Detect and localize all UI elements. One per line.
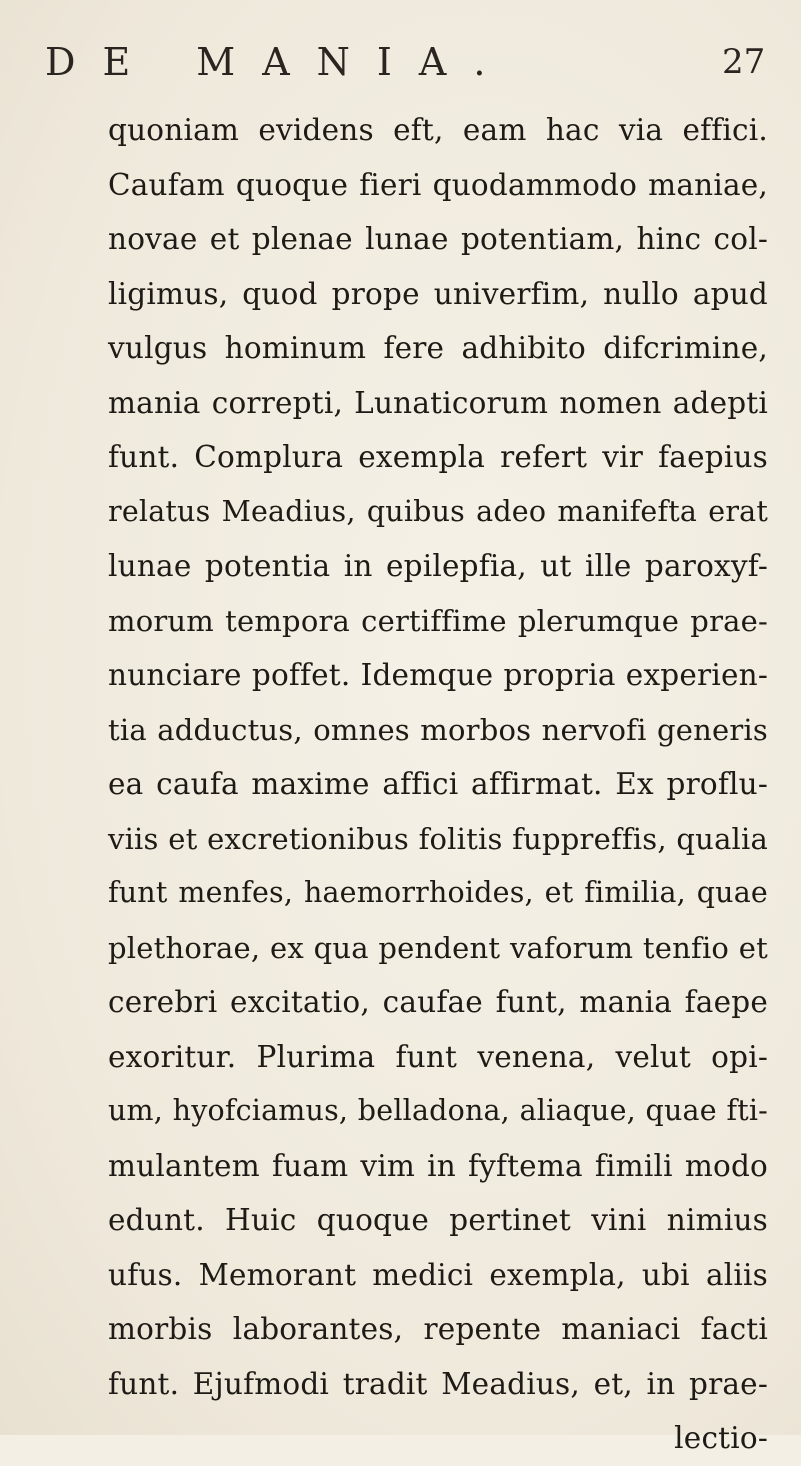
catchword: lectio- (674, 1421, 768, 1455)
text-line: um, hyofciamus, belladona, aliaque, quae fti- (108, 1094, 768, 1127)
text-line: mulantem fuam vim in fyftema fimili modo (108, 1148, 768, 1183)
text-line: funt menfes, haemorrhoides, et fimilia, quae (108, 876, 768, 909)
text-line: cerebri excitatio, caufae funt, mania faepe (108, 985, 768, 1019)
text-line: ea caufa maxime affici affirmat. Ex proflu- (108, 767, 768, 801)
text-line: relatus Meadius, quibus adeo manifefta erat (108, 494, 768, 528)
text-line: nunciare poffet. Idemque propria experien- (108, 658, 768, 692)
running-head-title: DE MANIA. (45, 40, 513, 84)
text-line: morum tempora certiffime plerumque prae- (108, 603, 768, 638)
text-line: exoritur. Plurima funt venena, velut opi- (108, 1039, 768, 1074)
text-line: mania correpti, Lunaticorum nomen adepti (108, 385, 768, 420)
text-line: edunt. Huic quoque pertinet vini nimius (108, 1203, 768, 1237)
text-line: plethorae, ex qua pendent vaforum tenfio et (108, 930, 768, 965)
page-number: 27 (722, 42, 766, 82)
text-line: morbis laborantes, repente maniaci facti (108, 1312, 768, 1346)
text-line: vulgus hominum fere adhibito difcrimine, (108, 331, 768, 365)
body-text (108, 103, 768, 1466)
text-line: quoniam evidens eft, eam hac via effici. (108, 113, 768, 147)
text-line: ufus. Memorant medici exempla, ubi aliis (108, 1257, 768, 1292)
text-line: funt. Ejufmodi tradit Meadius, et, in prae- (108, 1366, 768, 1401)
text-line: novae et plenae lunae potentiam, hinc col- (108, 222, 768, 256)
text-line: Caufam quoque fieri quodammodo maniae, (108, 167, 768, 202)
text-line: ligimus, quod prope univerfim, nullo apud (108, 276, 768, 311)
text-line: tia adductus, omnes morbos nervofi generis (108, 712, 768, 747)
text-line: lunae potentia in epilepfia, ut ille paroxyf- (108, 549, 768, 583)
text-line: funt. Complura exempla refert vir faepius (108, 440, 768, 474)
running-head (0, 40, 801, 100)
text-line: viis et excretionibus folitis fuppreffis, qualia (108, 821, 768, 856)
